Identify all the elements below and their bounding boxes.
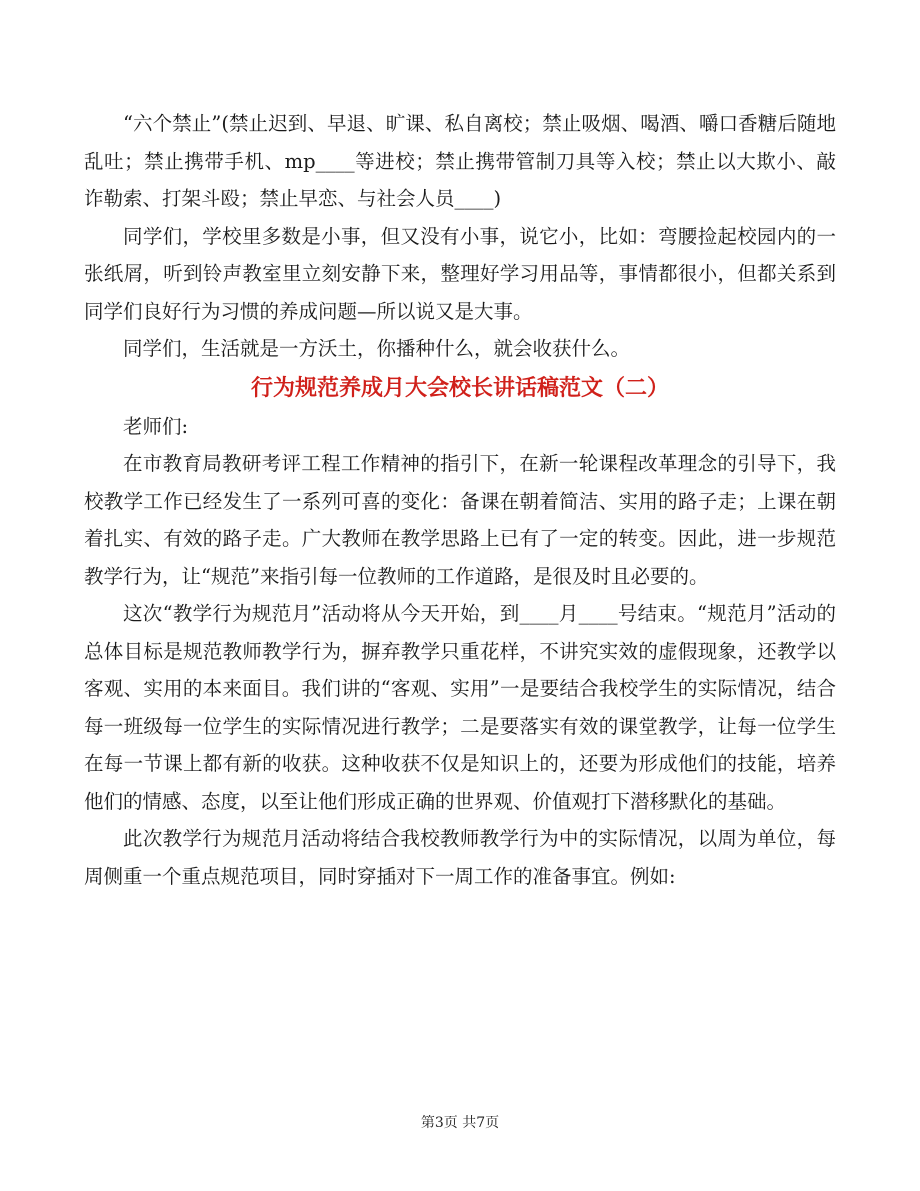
- page-number: 第3页 共7页: [420, 1115, 500, 1131]
- section-title: 行为规范养成月大会校长讲话稿范文（二）: [250, 374, 669, 401]
- paragraph-small-things: 同学们，学校里多数是小事，但又没有小事，说它小，比如：弯腰捡起校园内的一张纸屑，听到铃声教室里立刻安静下来，整理好学习用品等，事情都很小，但都关系到同学们良好行为习惯的养成问题—所以说又是大事。: [84, 224, 836, 323]
- paragraph-guidance: 在市教育局教研考评工程工作精神的指引下，在新一轮课程改革理念的引导下，我校教学工作已经发生了一系列可喜的变化：备课在朝着简洁、实用的路子走；上课在朝着扎实、有效的路子走。广大教师在教学思路上已有了一定的转变。因此，进一步规范教学行为，让“规范”来指引每一位教师的工作道路，是很及时且必要的。: [84, 452, 836, 588]
- paragraph-activity-goal: 这次“教学行为规范月”活动将从今天开始，到____月____号结束。“规范月”活动的总体目标是规范教师教学行为，摒弃教学只重花样，不讲究实效的虚假现象，还教学以客观、实用的本来面目。我们讲的“客观、实用”一是要结合我校学生的实际情况，结合每一班级每一位学生的实际情况进行教学；二是要落实有效的课堂教学，让每一位学生在每一节课上都有新的收获。这种收获不仅是知识上的，还要为形成他们的技能，培养他们的情感、态度，以至让他们形成正确的世界观、价值观打下潜移默化的基础。: [84, 602, 836, 813]
- paragraph-life-soil: 同学们，生活就是一方沃土，你播种什么，就会收获什么。: [123, 337, 631, 360]
- document-body: [84, 105, 836, 895]
- paragraph-six-prohibitions: “六个禁止”(禁止迟到、早退、旷课、私自离校；禁止吸烟、喝酒、嚼口香糖后随地乱吐；禁止携带手机、mp____等进校；禁止携带管制刀具等入校；禁止以大欺小、敲诈勒索、打架斗殴；禁止早恋、与社会人员____): [84, 112, 836, 210]
- paragraph-weekly-plan: 此次教学行为规范月活动将结合我校教师教学行为中的实际情况，以周为单位，每周侧重一个重点规范项目，同时穿插对下一周工作的准备事宜。例如:: [84, 827, 836, 888]
- paragraph-salutation: 老师们:: [123, 414, 189, 438]
